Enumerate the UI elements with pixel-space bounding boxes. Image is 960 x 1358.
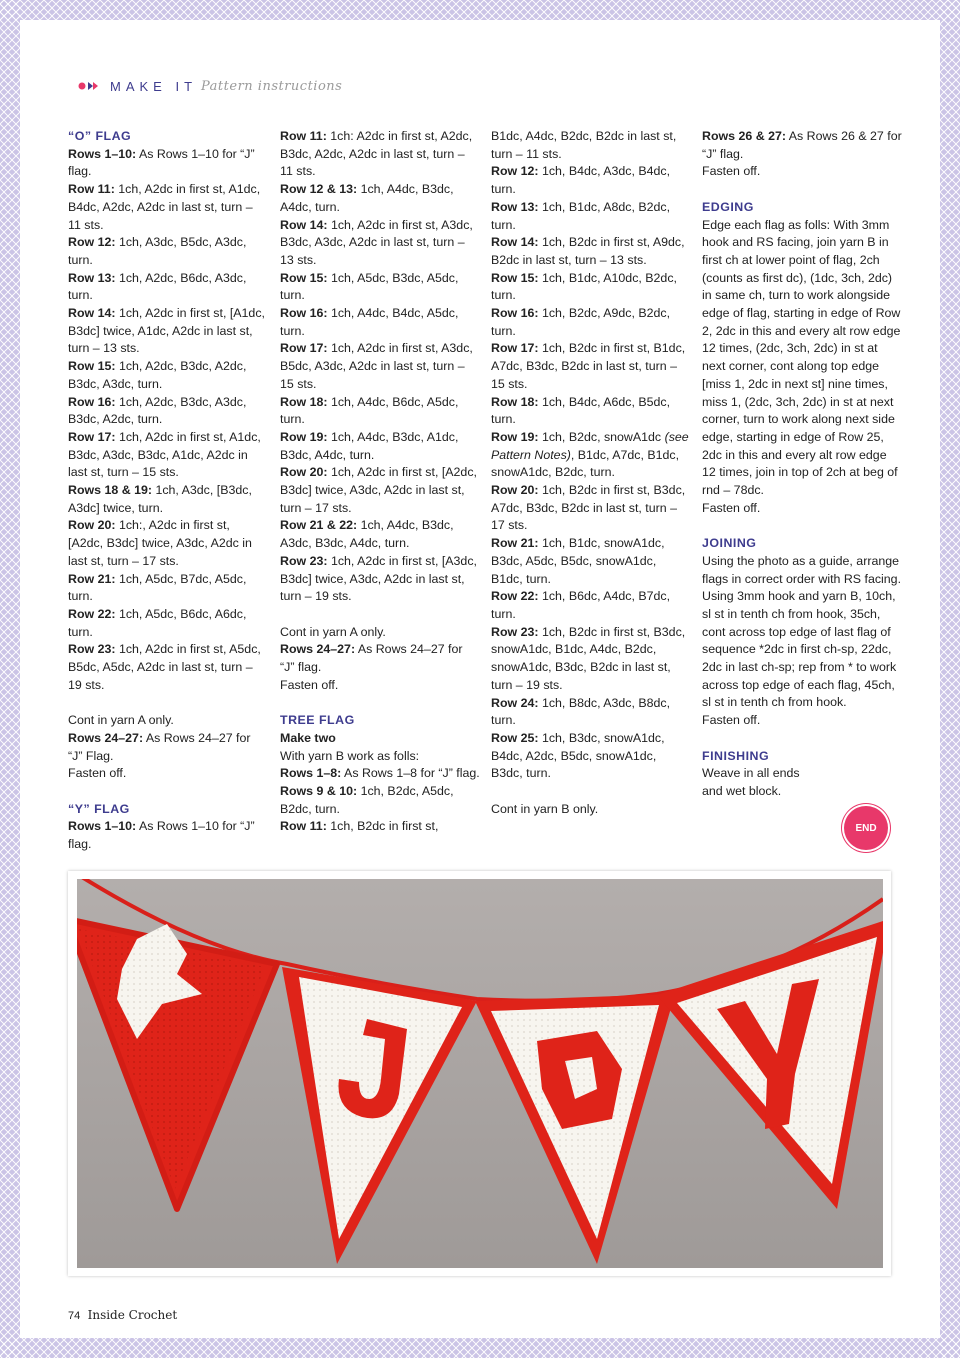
finishing-heading: FINISHING [702,748,770,763]
row-text: Rows 1–10: As Rows 1–10 for “J” flag. [68,146,255,179]
edging-text: Edge each flag as folls: With 3mm hook and RS facing, join yarn B in first ch at lower point of flag, 2ch (counts as first dc), (1dc, 3ch, 2dc) in same ch, turn to work alongside edge of flag, starting in edge of Row 2, 2dc in this and every alt row edge 12 times, (2dc, 3ch, 2dc) in st at next corner, cont along top edge [miss 1, 2dc in next st] nine times, miss 1, (2dc, 3ch, 2dc) in st at next corner, turn to work along next side edge, starting in edge of Row 25, 2dc in this and every alt row edge 12 times, join in top of 2ch at beg of rnd – 78dc. [702,217,901,498]
row-text: Row 18: 1ch, B4dc, A6dc, B5dc, turn. [491,394,671,427]
row-text: Row 23: 1ch, A2dc in first st, A5dc, B5dc, A5dc, A2dc in last st, turn – 19 sts. [68,642,261,692]
cont-text: Cont in yarn B only. [491,801,599,816]
cont-text: Cont in yarn A only. [280,624,386,639]
row-text: Row 12: 1ch, B4dc, A3dc, B4dc, turn. [491,164,671,197]
row-text: Rows 1–8: As Rows 1–8 for “J” flag. [280,766,480,781]
tree-flag-heading: TREE FLAG [280,713,355,728]
row-text: Row 20: 1ch, B2dc in first st, B3dc, A7dc, B3dc, B2dc in last st, turn – 17 sts. [491,483,686,533]
cont-text: Cont in yarn A only. [68,713,174,728]
row-text: Row 19: 1ch, B2dc, snowA1dc (see Pattern Notes), B1dc, A7dc, B1dc, snowA1dc, B2dc, turn. [491,429,689,480]
row-text: Row 14: 1ch, A2dc in first st, [A1dc, B3dc] twice, A1dc, A2dc in last st, turn – 13 sts. [68,306,265,356]
section-header [78,76,342,96]
row-text: Row 20: 1ch, A2dc in first st, [A2dc, B3dc] twice, A3dc, A2dc in last st, turn – 17 sts. [280,465,477,515]
row-text: Row 12 & 13: 1ch, A4dc, B3dc, A4dc, turn. [280,182,454,214]
row-text: Row 15: 1ch, A2dc, B3dc, A2dc, B3dc, A3dc, turn. [68,359,247,391]
column-4 [702,128,902,801]
row-text: Row 16: 1ch, B2dc, A9dc, B2dc, turn. [491,306,671,338]
row-text: Row 11: 1ch, B2dc in first st, [280,819,439,834]
row-text: Row 14: 1ch, A2dc in first st, A3dc, B3dc, A3dc, A2dc in last st, turn – 13 sts. [280,217,473,267]
row-text: Row 11: 1ch, A2dc in first st, A1dc, B4dc, A2dc, A2dc in last st, turn – 11 sts. [68,182,261,232]
column-1 [68,128,268,854]
finishing-text: Weave in all ends and wet block. [702,766,800,798]
row-text: Row 17: 1ch, A2dc in first st, A1dc, B3dc, A3dc, B3dc, A1dc, A2dc in last st, turn – 15 sts. [68,429,261,480]
fasten-off-text: Fasten off. [702,713,761,728]
row-text: Row 20: 1ch:, A2dc in first st, [A2dc, B3dc] twice, A3dc, A2dc in last st, turn – 17 sts. [68,518,252,568]
row-text: Rows 24–27: As Rows 24–27 for “J” Flag. [68,730,251,763]
row-text: Rows 24–27: As Rows 24–27 for “J” flag. [280,642,463,675]
row-text: Row 18: 1ch, A4dc, B6dc, A5dc, turn. [280,394,459,427]
make-two-text: Make two [280,730,336,745]
magazine-name: Inside Crochet [87,1308,178,1322]
row-text: Row 13: 1ch, A2dc, B6dc, A3dc, turn. [68,270,247,303]
row-text: Row 21: 1ch, B1dc, snowA1dc, B3dc, A5dc, B5dc, snowA1dc, B1dc, turn. [491,536,665,586]
row-text: Row 13: 1ch, B1dc, A8dc, B2dc, turn. [491,199,671,232]
row-text: Rows 1–10: As Rows 1–10 for “J” flag. [68,819,255,852]
o-flag-heading: “O” FLAG [68,129,132,143]
row-text: Rows 18 & 19: 1ch, A3dc, [B3dc, A3dc] twice, turn. [68,483,252,515]
row-text: Row 17: 1ch, B2dc in first st, B1dc, A7dc, B3dc, B2dc in last st, turn – 15 sts. [491,341,686,391]
row-text: Row 21 & 22: 1ch, A4dc, B3dc, A3dc, B3dc, A4dc, turn. [280,518,454,551]
row-text: Row 15: 1ch, B1dc, A10dc, B2dc, turn. [491,270,677,303]
row-text: Row 15: 1ch, A5dc, B3dc, A5dc, turn. [280,270,459,303]
row-text: Row 24: 1ch, B8dc, A3dc, B8dc, turn. [491,695,671,728]
fasten-off-text: Fasten off. [702,500,761,515]
with-yarn-text: With yarn B work as folls: [280,748,420,763]
row-text: Row 21: 1ch, A5dc, B7dc, A5dc, turn. [68,571,247,604]
row-text: Row 19: 1ch, A4dc, B3dc, A1dc, B3dc, A4dc, turn. [280,429,459,462]
make-it-label: MAKE IT [110,78,198,94]
y-flag-heading: “Y” FLAG [68,801,130,816]
row-text: Rows 9 & 10: 1ch, B2dc, A5dc, B2dc, turn. [280,783,454,816]
row-text: Row 17: 1ch, A2dc in first st, A3dc, B5dc, A3dc, A2dc in last st, turn – 15 sts. [280,341,473,391]
page-number: 74 [68,1310,81,1322]
row-text: Row 16: 1ch, A4dc, B4dc, A5dc, turn. [280,306,459,338]
row-text: Row 11: 1ch: A2dc in first st, A2dc, B3dc, A2dc, A2dc in last st, turn – 11 sts. [280,129,473,179]
row-text: B1dc, A4dc, B2dc, B2dc in last st, turn – 11 sts. [491,129,677,161]
bunting-photo [77,879,883,1268]
joining-heading: JOINING [702,536,757,551]
page-footer [68,1308,177,1322]
fasten-off-text: Fasten off. [702,164,761,179]
row-text: Row 14: 1ch, B2dc in first st, A9dc, B2dc in last st, turn – 13 sts. [491,235,685,267]
joining-text: Using the photo as a guide, arrange flags in correct order with RS facing. [702,553,902,586]
joining-text: Using 3mm hook and yarn B, 10ch, sl st in tenth ch from hook, 35ch, cont across top edge of last flag of sequence *2dc in first ch-sp, 22dc, 2dc in last ch-sp; rep from * to work across top edge of each flag, 45ch, sl st in tenth ch from hook. [702,589,897,710]
fasten-off-text: Fasten off. [68,766,127,781]
row-text: Row 12: 1ch, A3dc, B5dc, A3dc, turn. [68,235,247,267]
column-2 [280,128,480,836]
row-text: Row 16: 1ch, A2dc, B3dc, A3dc, B3dc, A2dc, turn. [68,394,247,427]
fasten-off-text: Fasten off. [280,677,339,692]
row-text: Row 22: 1ch, B6dc, A4dc, B7dc, turn. [491,589,671,621]
pattern-instructions-label: Pattern instructions [201,78,343,94]
row-text: Rows 26 & 27: As Rows 26 & 27 for “J” flag. [702,129,902,161]
row-text: Row 23: 1ch, A2dc in first st, [A3dc, B3dc] twice, A3dc, A2dc in last st, turn – 19 sts. [280,553,477,604]
column-3 [491,128,691,818]
end-badge: END [844,806,888,850]
row-text: Row 23: 1ch, B2dc in first st, B3dc, snowA1dc, B1dc, A4dc, B2dc, snowA1dc, B3dc, B2dc in last st, turn – 19 sts. [491,624,686,692]
arrow-icon [78,81,100,91]
row-text: Row 25: 1ch, B3dc, snowA1dc, B4dc, A2dc, B5dc, snowA1dc, B3dc, turn. [491,730,665,781]
edging-heading: EDGING [702,199,754,214]
row-text: Row 22: 1ch, A5dc, B6dc, A6dc, turn. [68,606,247,639]
